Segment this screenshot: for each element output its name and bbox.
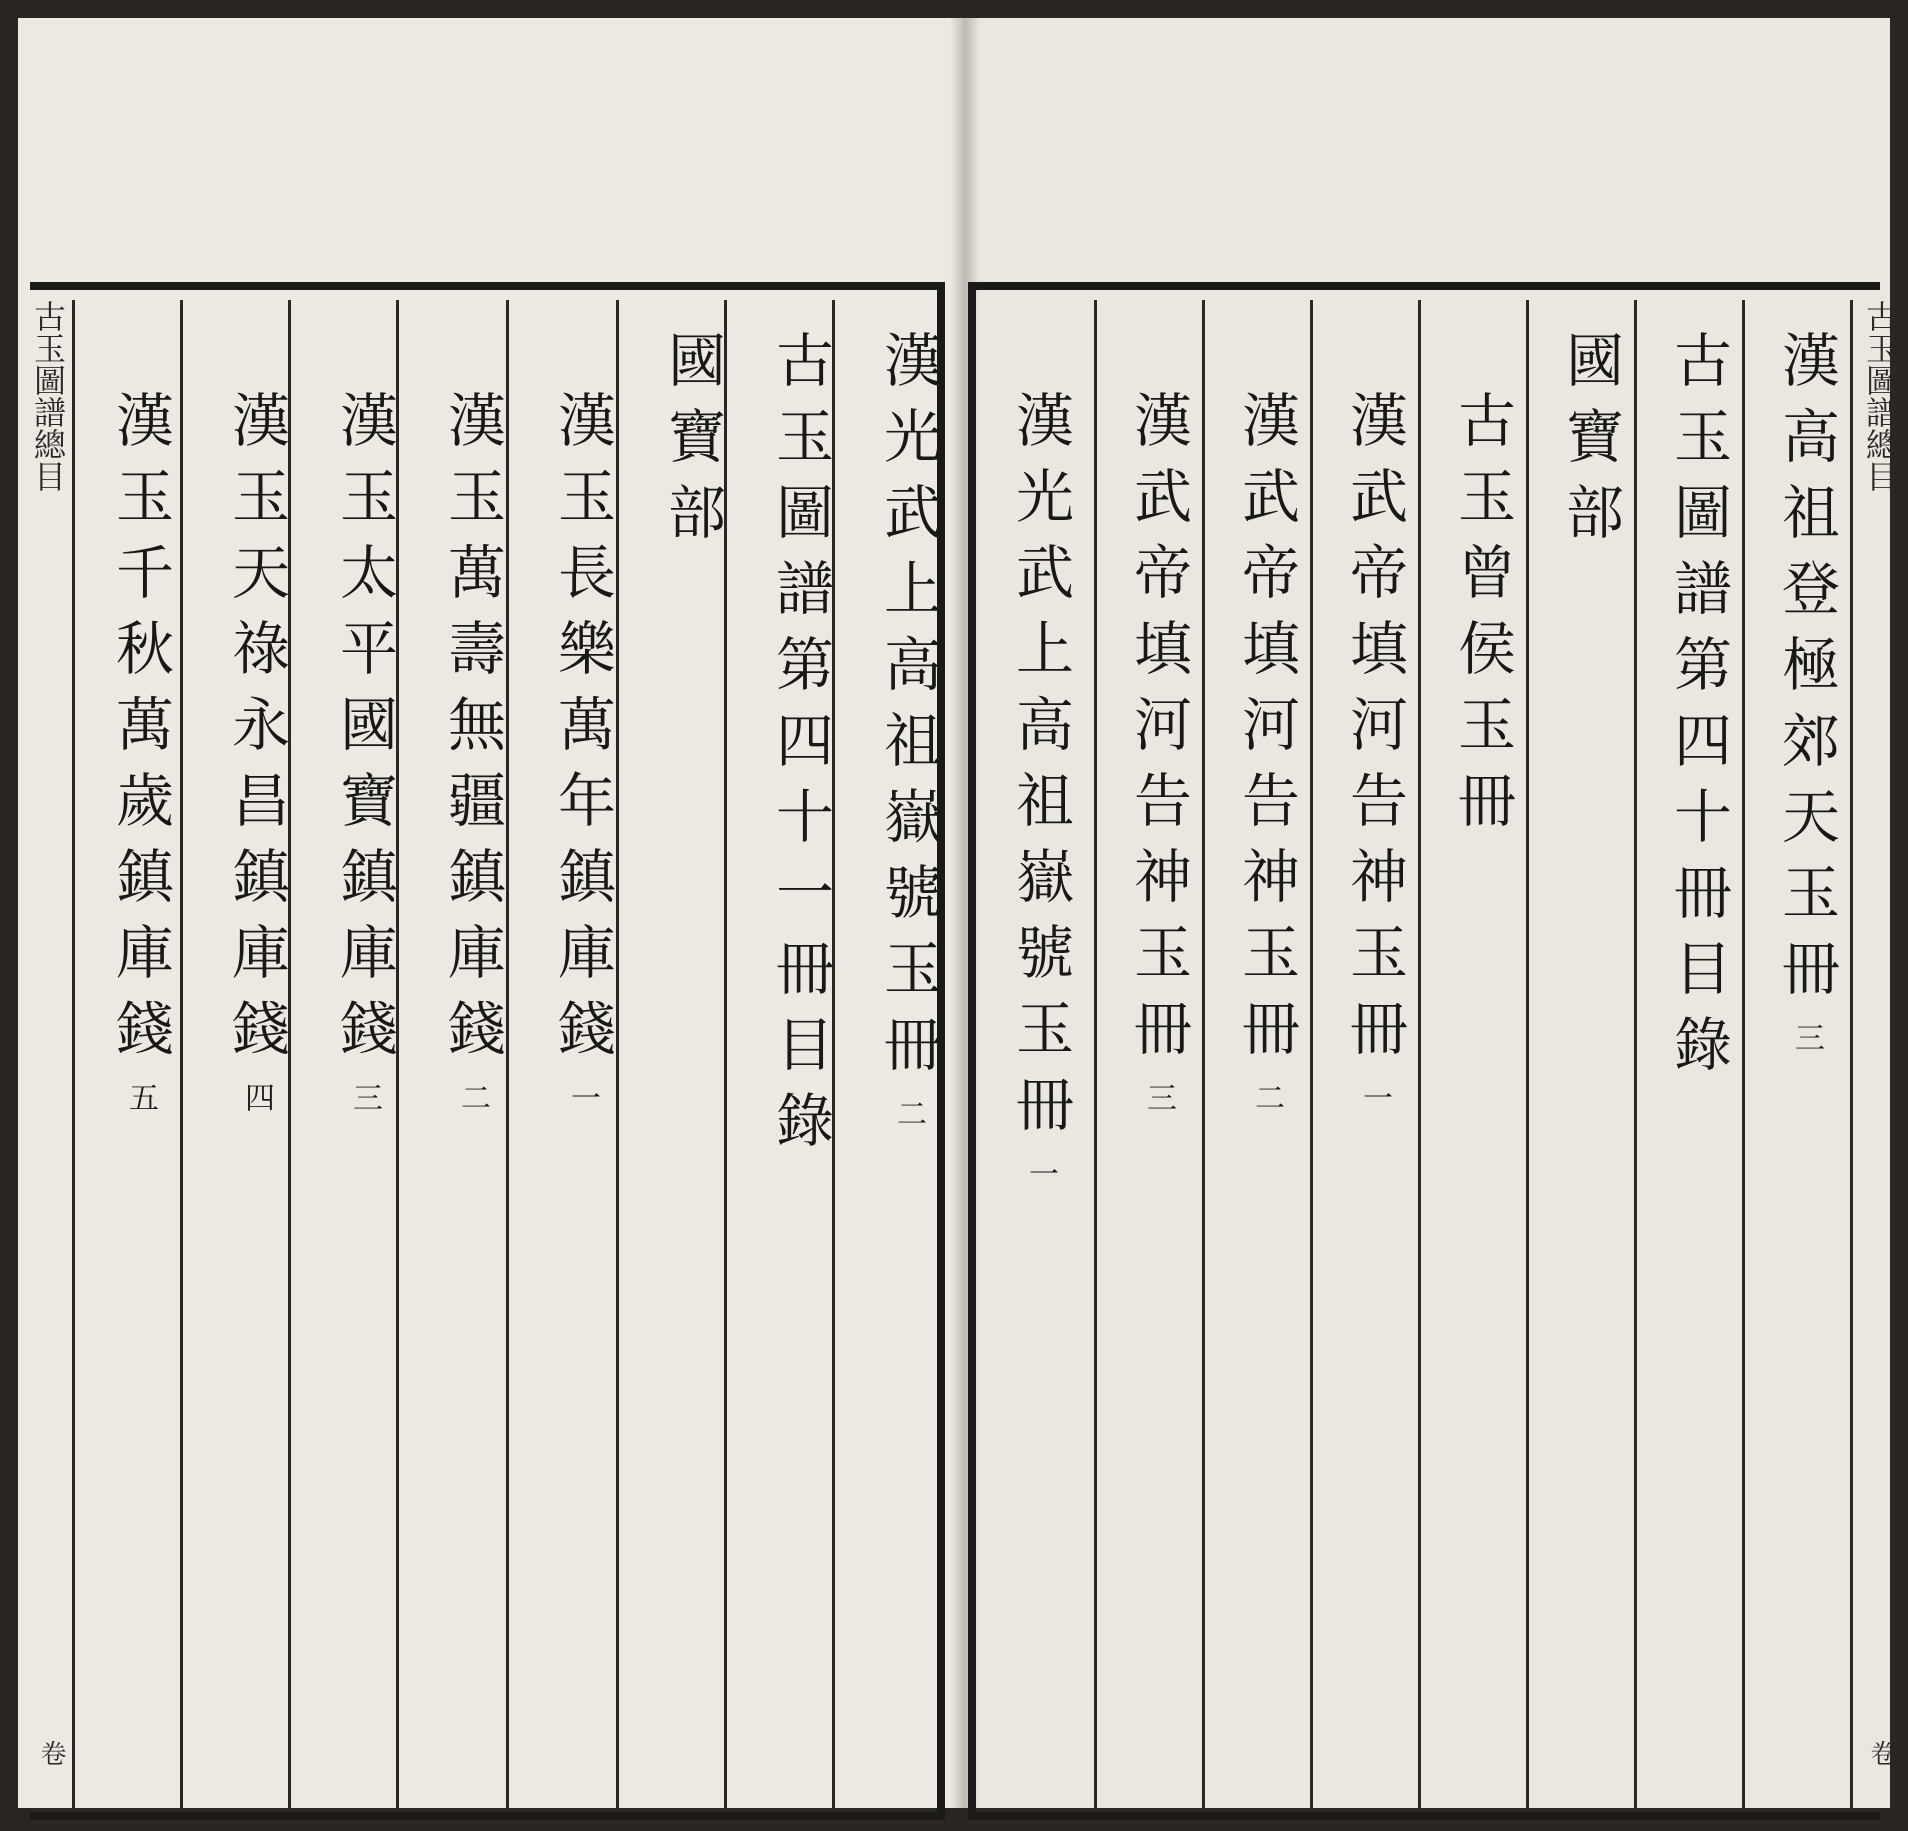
right-column-4 [1442, 390, 1522, 846]
column-text: 古玉曾侯玉冊 [1448, 390, 1516, 846]
column-number: 一 [1023, 1158, 1058, 1188]
column-rule [1634, 300, 1637, 1810]
column-text: 漢玉太平國寶鎮庫錢 [330, 390, 398, 1074]
column-text: 古玉圖譜第四十冊目錄 [1664, 330, 1732, 1090]
left-column-6 [324, 390, 404, 1112]
column-text: 漢光武上高祖嶽號玉冊 [1006, 390, 1074, 1150]
right-page-number: 卷 [1866, 1740, 1896, 1766]
column-rule [1850, 300, 1853, 1810]
right-column-1 [1766, 330, 1846, 1052]
column-rule [1310, 300, 1313, 1810]
left-column-3 [652, 330, 732, 558]
column-rule [1418, 300, 1421, 1810]
right-column-8 [1000, 390, 1080, 1188]
left-column-7 [216, 390, 296, 1112]
section-heading: 國寶部 [1556, 330, 1624, 558]
column-rule [1526, 300, 1529, 1810]
column-text: 漢武帝填河告神玉冊 [1340, 390, 1408, 1074]
right-column-6 [1226, 390, 1306, 1112]
column-number: 三 [1141, 1082, 1176, 1112]
right-column-5 [1334, 390, 1414, 1112]
left-column-8 [100, 390, 180, 1112]
column-text: 漢武帝填河告神玉冊 [1232, 390, 1300, 1074]
left-column-2 [760, 330, 840, 1166]
left-column-5 [432, 390, 512, 1112]
column-rule [180, 300, 183, 1810]
column-text: 漢光武上高祖嶽號玉冊 [874, 330, 942, 1090]
right-margin-title: 古玉圖譜總目 [1861, 300, 1899, 492]
column-text: 漢玉天祿永昌鎮庫錢 [222, 390, 290, 1074]
column-number: 四 [239, 1082, 274, 1112]
right-column-7 [1118, 390, 1198, 1112]
column-text: 漢玉長樂萬年鎮庫錢 [548, 390, 616, 1074]
column-number: 三 [347, 1082, 382, 1112]
left-column-4 [542, 390, 622, 1112]
column-text: 漢武帝填河告神玉冊 [1124, 390, 1192, 1074]
column-rule [1094, 300, 1097, 1810]
column-text: 漢玉千秋萬歲鎮庫錢 [106, 390, 174, 1074]
section-heading: 國寶部 [658, 330, 726, 558]
column-text: 漢高祖登極郊天玉冊 [1772, 330, 1840, 1014]
left-column-1 [868, 330, 948, 1128]
column-number: 二 [1249, 1082, 1284, 1112]
column-rule [1742, 300, 1745, 1810]
column-number: 三 [1789, 1022, 1824, 1052]
left-page-number: 卷 [36, 1740, 66, 1766]
column-rule [72, 300, 75, 1810]
column-rule [1202, 300, 1205, 1810]
column-number: 一 [1357, 1082, 1392, 1112]
column-number: 二 [455, 1082, 490, 1112]
column-text: 漢玉萬壽無疆鎮庫錢 [438, 390, 506, 1074]
column-text: 古玉圖譜第四十一冊目錄 [766, 330, 834, 1166]
right-column-3 [1550, 330, 1630, 558]
left-margin-title: 古玉圖譜總目 [29, 300, 67, 492]
column-number: 二 [891, 1098, 926, 1128]
column-number: 五 [123, 1082, 158, 1112]
right-column-2 [1658, 330, 1738, 1090]
column-number: 一 [565, 1082, 600, 1112]
